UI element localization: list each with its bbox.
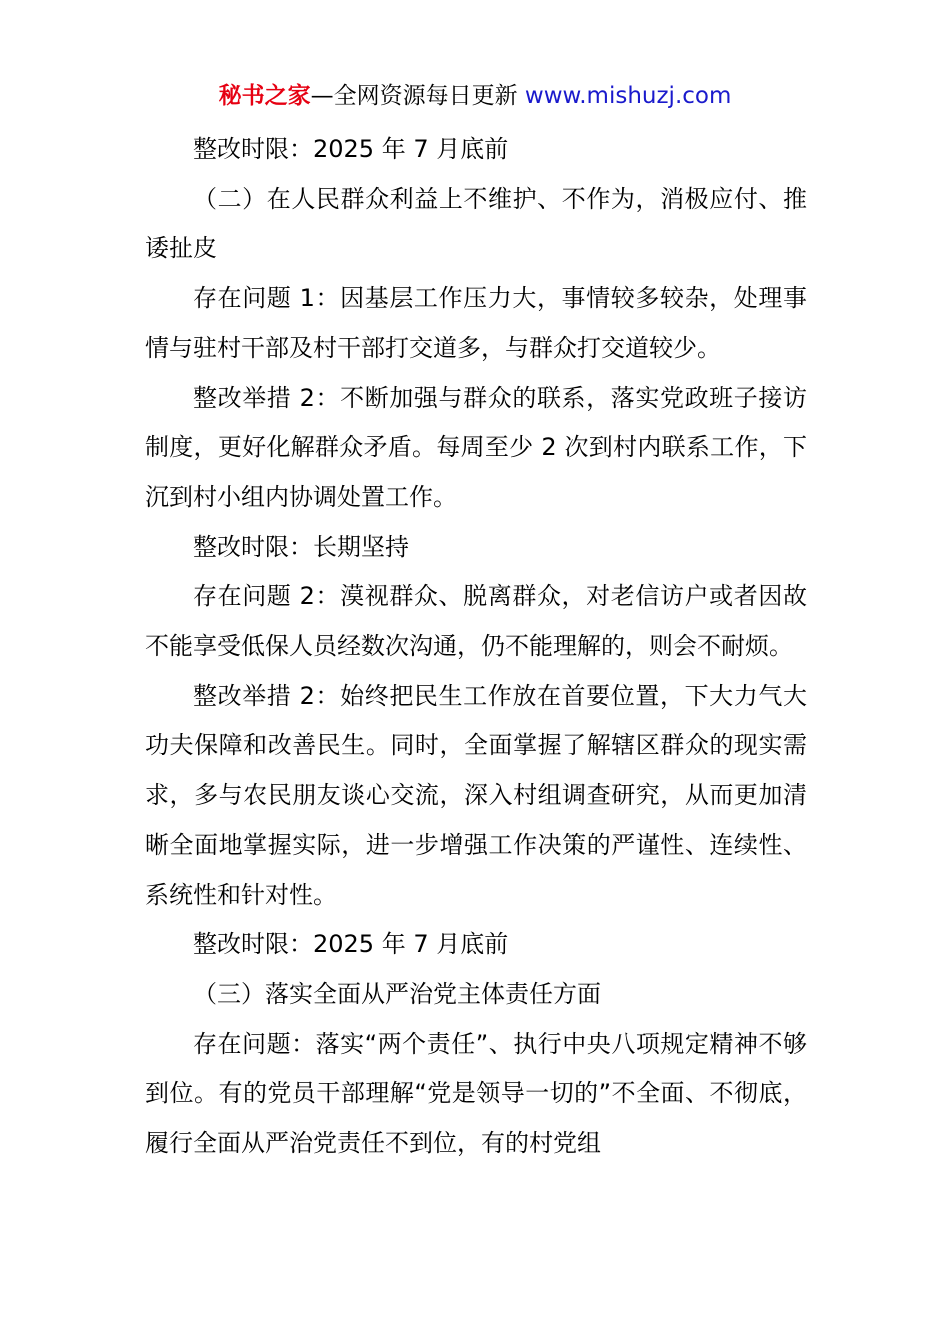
page-header — [0, 80, 950, 112]
measure-paragraph: 整改举措 2：始终把民生工作放在首要位置，下大力气大功夫保障和改善民生。同时，全面掌握了解辖区群众的现实需求，多与农民朋友谈心交流，深入村组调查研究，从而更加清晰全面地掌握实际，进一步增强工作决策的严谨性、连续性、系统性和针对性。 — [145, 681, 807, 909]
section-heading-two: （二）在人民群众利益上不维护、不作为，消极应付、推诿扯皮 — [145, 184, 807, 263]
deadline-paragraph: 整改时限：长期坚持 — [193, 532, 409, 561]
problem-paragraph: 存在问题：落实“两个责任”、执行中央八项规定精神不够到位。有的党员干部理解“党是领导一切的”不全面、不彻底，履行全面从严治党责任不到位，有的村党组 — [145, 1029, 807, 1158]
measure-paragraph: 整改举措 2：不断加强与群众的联系，落实党政班子接访制度，更好化解群众矛盾。每周至少 2 次到村内联系工作，下沉到村小组内协调处置工作。 — [145, 383, 807, 511]
section-heading-three: （三）落实全面从严治党主体责任方面 — [193, 979, 601, 1008]
problem-paragraph: 存在问题 1：因基层工作压力大，事情较多较杂，处理事情与驻村干部及村干部打交道多，与群众打交道较少。 — [145, 284, 807, 362]
deadline-paragraph: 整改时限：2025 年 7 月底前 — [193, 135, 509, 163]
document-body — [145, 125, 807, 1169]
header-tagline: —全网资源每日更新 — [310, 83, 525, 109]
header-url-link[interactable]: www.mishuzj.com — [524, 83, 732, 109]
deadline-paragraph: 整改时限：2025 年 7 月底前 — [193, 930, 509, 959]
header-brand: 秘书之家 — [218, 83, 311, 109]
problem-paragraph: 存在问题 2：漠视群众、脱离群众，对老信访户或者因故不能享受低保人员经数次沟通，仍不能理解的，则会不耐烦。 — [145, 582, 807, 661]
